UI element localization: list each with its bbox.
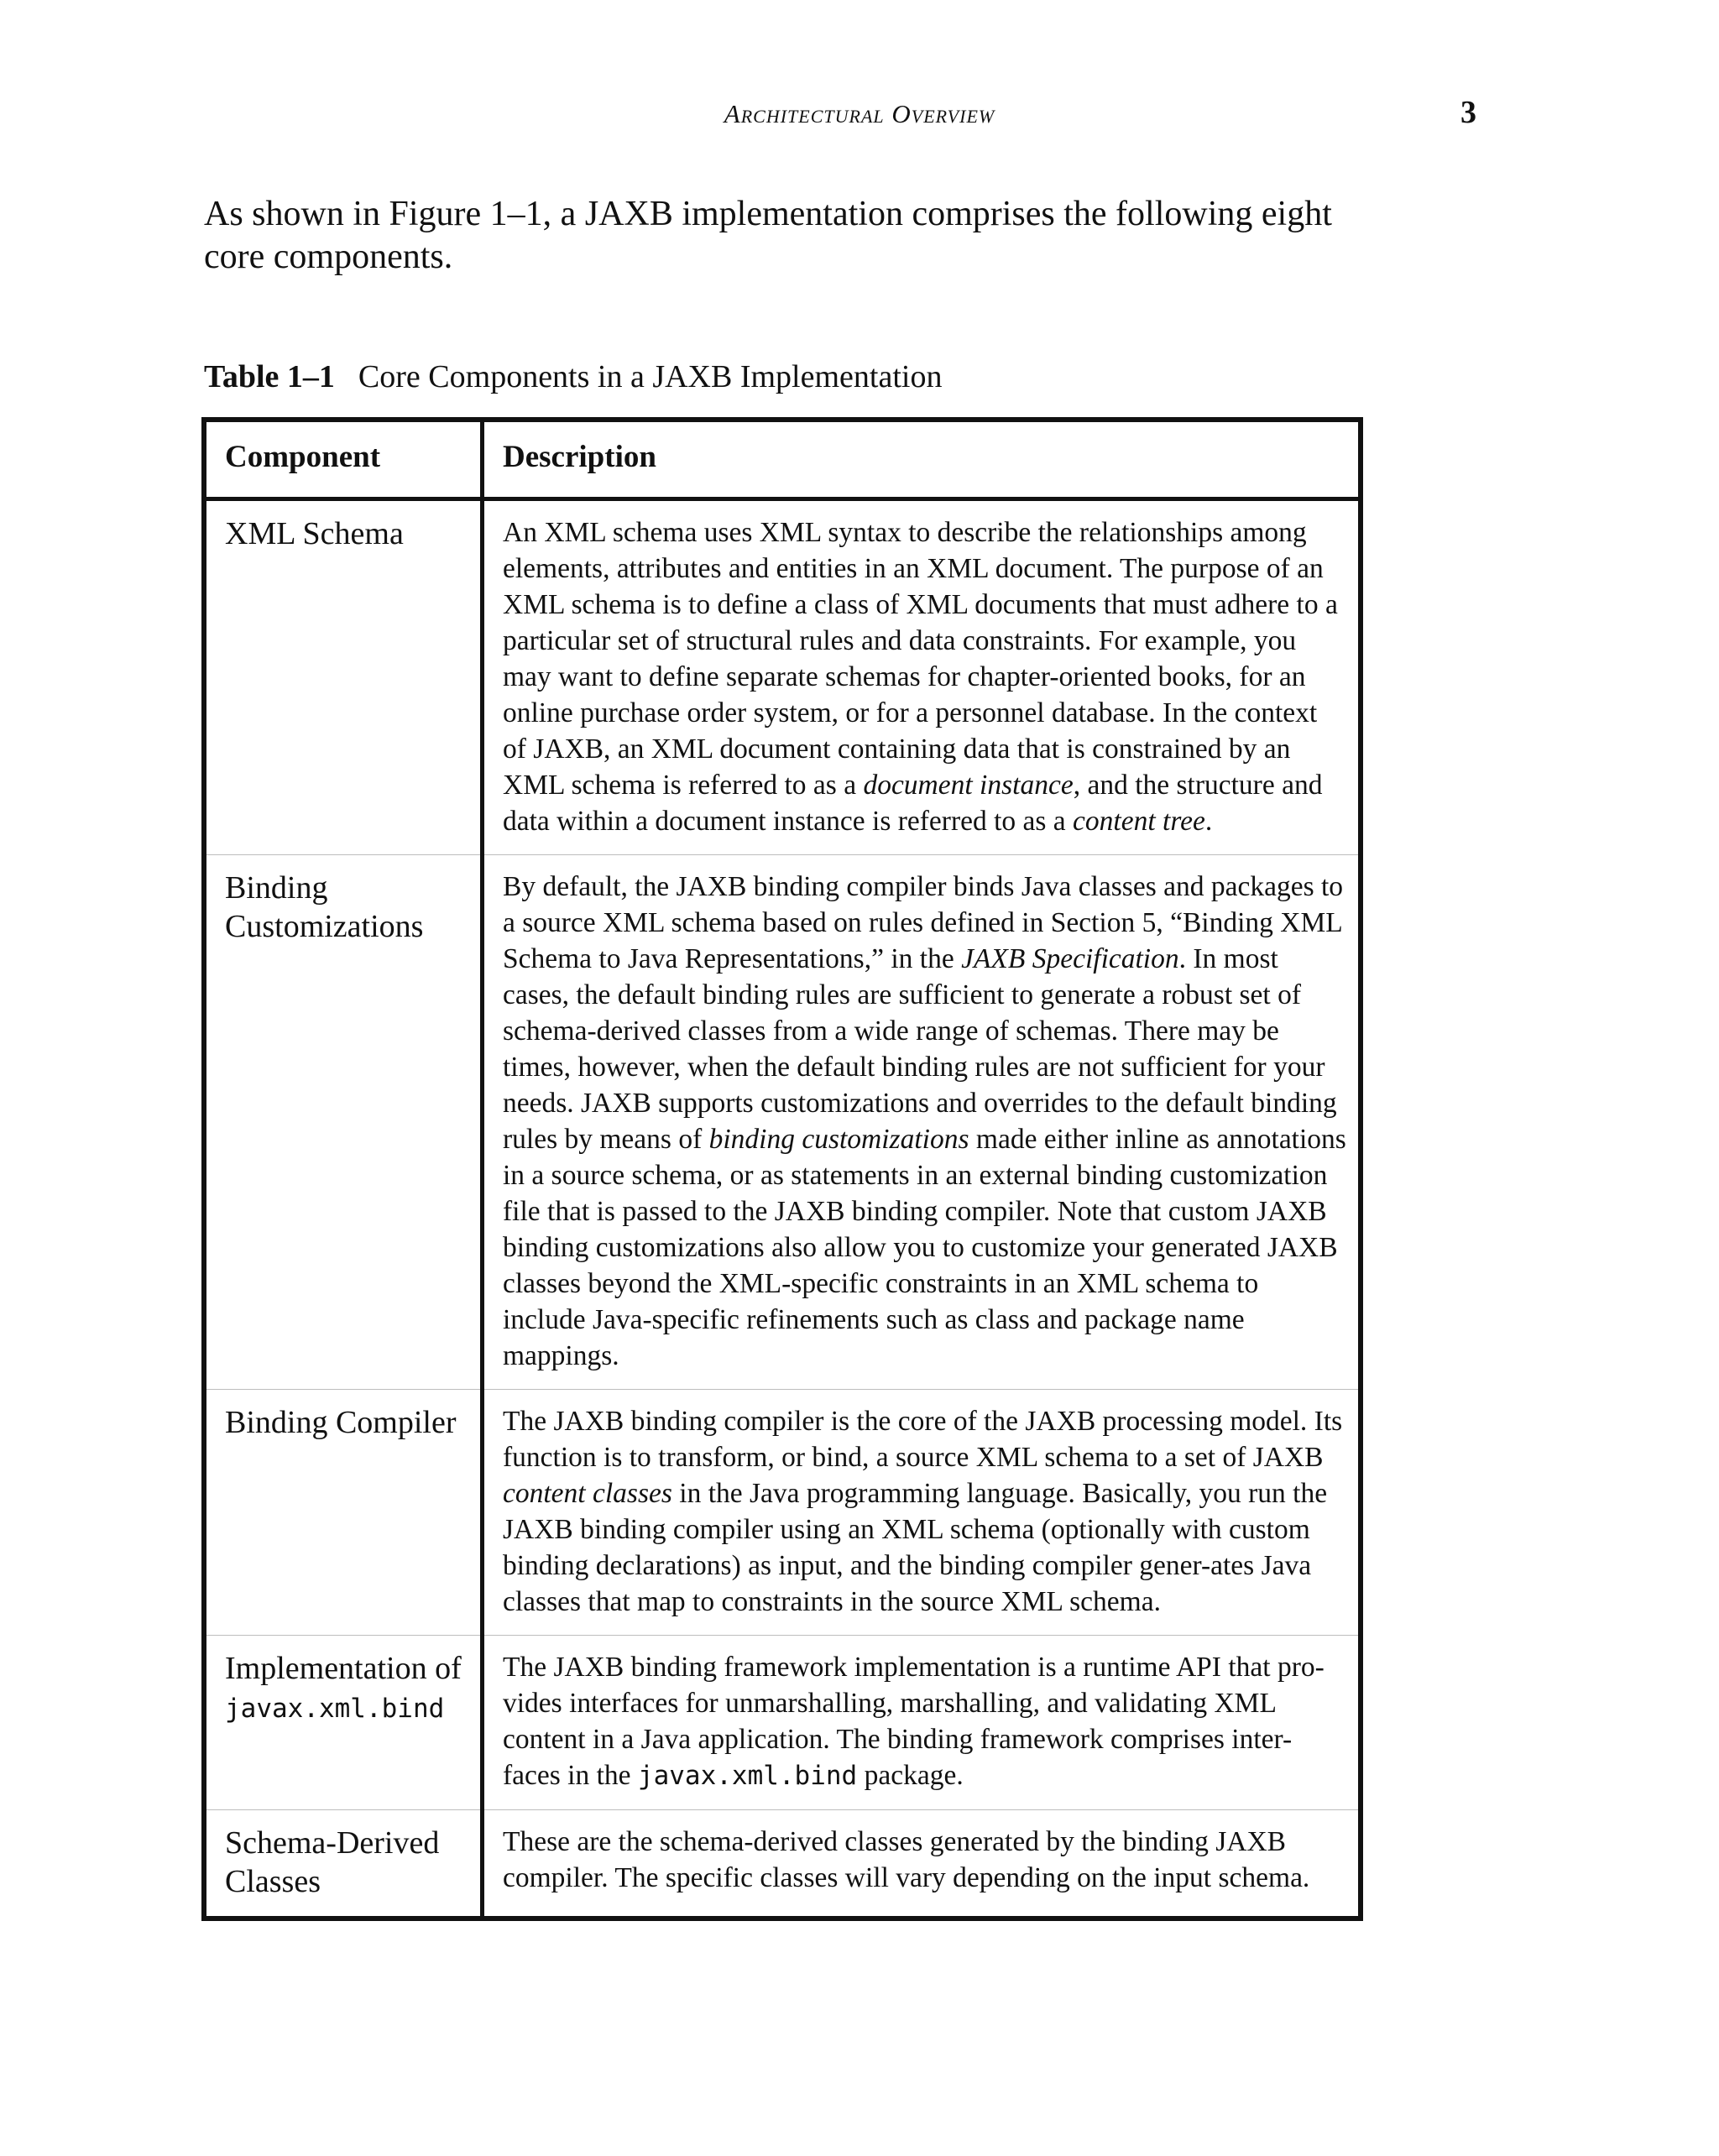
- table-row: [204, 1636, 1361, 1810]
- table-row: [204, 499, 1361, 855]
- column-header-component: Component: [204, 420, 483, 499]
- emphasized-term: document instance: [863, 770, 1074, 801]
- running-head-text: Architectural Overview: [724, 99, 995, 128]
- text-run: The JAXB binding compiler is the core of the JAXB processing model. Its function is to transform, or bind, a source XML schema to a set of JAXB: [503, 1406, 1343, 1473]
- table-row: [204, 855, 1361, 1390]
- column-header-description: Description: [483, 420, 1361, 499]
- emphasized-term: content tree: [1073, 806, 1205, 837]
- page-number: 3: [1460, 95, 1476, 130]
- text-run: made either inline as annotations in a source schema, or as statements in an external binding customization file that is passed to the JAXB binding compiler. Note that custom JAXB binding customizations also allow you to customize your generated JAXB classes beyond the XML-specific constraints in an XML schema to include Java-specific refinements such as class and package name mappings.: [503, 1124, 1346, 1371]
- component-cell: XML Schema: [204, 499, 483, 855]
- emphasized-term: JAXB Specification: [961, 943, 1179, 974]
- description-cell: [483, 1636, 1361, 1810]
- emphasized-term: content classes: [503, 1478, 672, 1509]
- description-cell: [483, 1390, 1361, 1636]
- table-header-row: [204, 420, 1361, 499]
- core-components-table: [201, 417, 1363, 1921]
- table-caption-label: Table 1–1: [204, 359, 335, 394]
- description-cell: [483, 499, 1361, 855]
- description-cell: [483, 855, 1361, 1390]
- text-run: in the Java programming language. Basically, you run the JAXB binding compiler using an XML schema (optionally with custom binding declarations) as input, and the binding compiler gener-ates Java classes that map to constraints in the source XML schema.: [503, 1478, 1328, 1617]
- table-caption: [204, 358, 942, 395]
- emphasized-term: binding customizations: [708, 1124, 969, 1155]
- text-run: Implementation of: [225, 1651, 462, 1686]
- description-cell: [483, 1810, 1361, 1919]
- component-cell: [204, 1636, 483, 1810]
- component-cell: Schema-Derived Classes: [204, 1810, 483, 1919]
- code-term: javax.xml.bind: [637, 1761, 858, 1791]
- table-caption-title: Core Components in a JAXB Implementation: [358, 359, 943, 394]
- text-run: package.: [857, 1760, 964, 1791]
- component-cell: Binding Compiler: [204, 1390, 483, 1636]
- text-run: The JAXB binding framework implementation is a runtime API that pro-vides interfaces for unmarshalling, marshalling, and validating XML content in a Java application. The binding framework comprises inter-faces in the: [503, 1652, 1325, 1791]
- table-row: [204, 1390, 1361, 1636]
- text-run: .: [1204, 806, 1213, 837]
- text-run: An XML schema uses XML syntax to describe the relationships among elements, attributes and entities in an XML document. The purpose of an XML schema is to define a class of XML documents that must adhere to a particular set of structural rules and data constraints. For example, you may want to define separate schemas for chapter-oriented books, for an online purchase order system, or for a personnel database. In the context of JAXB, an XML document containing data that is constrained by an XML schema is referred to as a: [503, 517, 1338, 801]
- text-run: By default, the JAXB binding compiler binds Java classes and packages to a source XML schema based on rules defined in Section 5, “Binding XML Schema to Java Representations,” in the: [503, 871, 1344, 974]
- table-row: [204, 1810, 1361, 1919]
- code-term: javax.xml.bind: [225, 1694, 445, 1724]
- component-cell: Binding Customizations: [204, 855, 483, 1390]
- intro-paragraph: As shown in Figure 1–1, a JAXB implementation comprises the following eight core components.: [204, 195, 1332, 276]
- text-run: , and the structure and data within a document instance is referred to as a: [503, 770, 1323, 837]
- text-run: These are the schema-derived classes generated by the binding JAXB compiler. The specific classes will vary depending on the input schema.: [503, 1826, 1310, 1893]
- text-run: . In most cases, the default binding rules are sufficient to generate a robust set of schema-derived classes from a wide range of schemas. There may be times, however, when the default binding rules are not sufficient for your needs. JAXB supports customizations and overrides to the default binding rules by means of: [503, 943, 1337, 1155]
